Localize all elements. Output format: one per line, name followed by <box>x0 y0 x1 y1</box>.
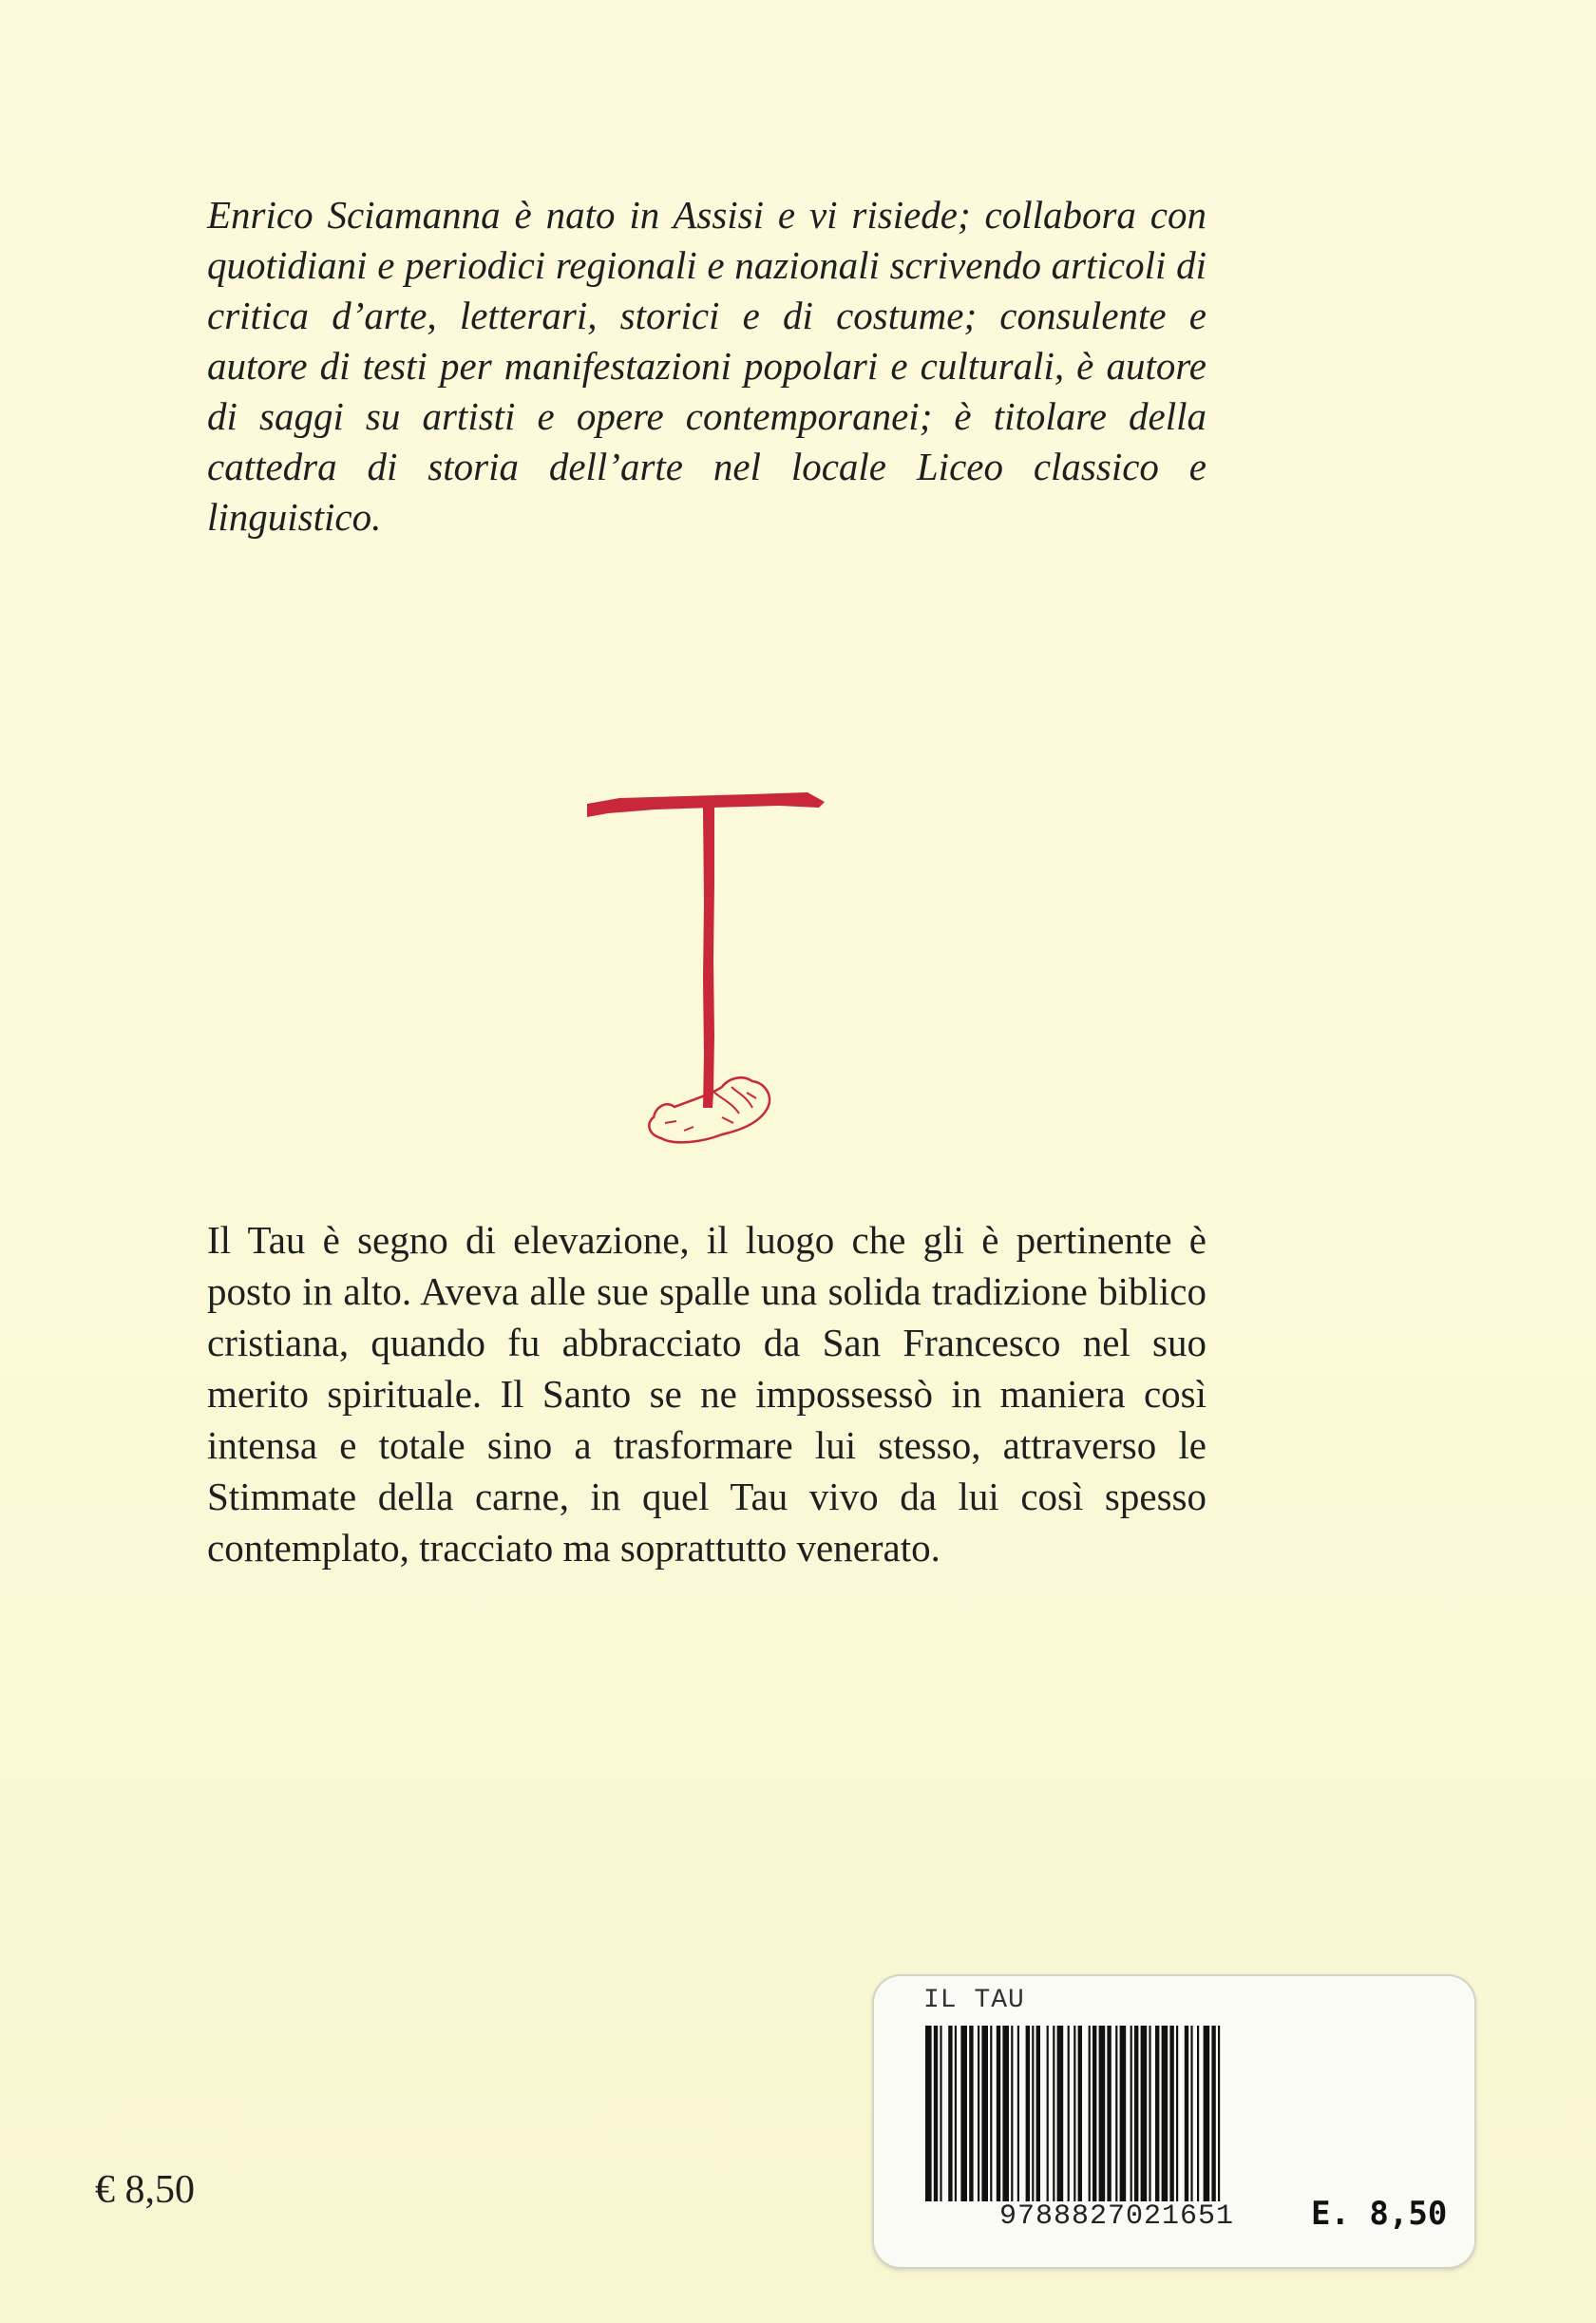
barcode-bar <box>981 2026 988 2201</box>
barcode-bar <box>1115 2026 1117 2201</box>
barcode-bar <box>1092 2026 1096 2201</box>
barcode-bar <box>1185 2026 1188 2201</box>
barcode-bar <box>934 2026 938 2201</box>
sticker-title: IL TAU <box>923 1986 1025 2015</box>
barcode-bar <box>997 2026 1000 2201</box>
barcode-bar <box>1017 2026 1019 2201</box>
barcode-bar <box>1078 2026 1082 2201</box>
barcode-bar <box>1026 2026 1030 2201</box>
cover-price: € 8,50 <box>95 2168 195 2212</box>
barcode-bar <box>948 2026 952 2201</box>
barcode-bar <box>1162 2026 1168 2201</box>
barcode-bar <box>1149 2026 1150 2201</box>
barcode-bar <box>1068 2026 1070 2201</box>
sticker-price: E. 8,50 <box>1311 2195 1448 2233</box>
barcode-bar <box>978 2026 979 2201</box>
author-bio: Enrico Sciamanna è nato in Assisi e vi risiede; collabora con quotidiani e periodici regionali e nazionali scrivendo articoli di critica d’arte, letterari, storici e di costume; consulente e autore di testi per manifestazioni popolari e culturali, è autore di saggi su artisti e opere contemporanei; è titolare della cattedra di storia dell’arte nel locale Liceo classico e linguistico. <box>207 193 1206 539</box>
barcode-bar <box>1011 2026 1013 2201</box>
barcode-bar <box>1036 2026 1040 2201</box>
barcode-bar <box>1141 2026 1148 2201</box>
isbn-number: 9788827021651 <box>999 2200 1235 2233</box>
barcode-bar <box>1190 2026 1192 2201</box>
barcode-bar <box>969 2026 973 2201</box>
barcode-bar <box>1002 2026 1009 2201</box>
barcode-bar <box>940 2026 941 2201</box>
barcode-bar <box>1176 2026 1178 2201</box>
barcode-bar <box>1057 2026 1064 2201</box>
barcode-bar <box>1089 2026 1091 2201</box>
barcode-bar <box>955 2026 957 2201</box>
barcode-bar <box>1211 2026 1215 2201</box>
barcode-bar <box>925 2026 932 2201</box>
book-description: Il Tau è segno di elevazione, il luogo che gli è pertinente è posto in alto. Aveva alle sue spalle una solida tradizione biblico cristiana, quando fu abbracciato da San Francesco nel suo merito spirituale. Il Santo se ne impossessò in maniera così intensa e totale sino a trasformare lui stesso, attraverso le Stimmate della carne, in quel Tau vivo da lui così spesso contemplato, tracciato ma soprattutto venerato. <box>207 1218 1206 1570</box>
barcode-image <box>923 2026 1436 2201</box>
tau-stem <box>703 808 714 1108</box>
tau-cross-illustration <box>570 770 855 1169</box>
barcode-bar <box>1099 2026 1106 2201</box>
barcode-bar <box>1218 2026 1220 2201</box>
barcode-bar <box>1134 2026 1138 2201</box>
barcode-bar <box>1047 2026 1049 2201</box>
barcode-sticker <box>872 1974 1476 2269</box>
barcode-bar <box>1169 2026 1173 2201</box>
barcode-bar <box>1155 2026 1159 2201</box>
barcode-bar <box>1074 2026 1075 2201</box>
barcode-bar <box>1120 2026 1127 2201</box>
barcode-bar <box>1204 2026 1210 2201</box>
barcode-bar <box>990 2026 992 2201</box>
barcode-bar <box>1032 2026 1034 2201</box>
barcode-bar <box>1130 2026 1132 2201</box>
barcode-bar <box>1107 2026 1111 2201</box>
barcode-bar <box>1053 2026 1054 2201</box>
barcode-bar <box>1197 2026 1199 2201</box>
barcode-bar <box>960 2026 967 2201</box>
